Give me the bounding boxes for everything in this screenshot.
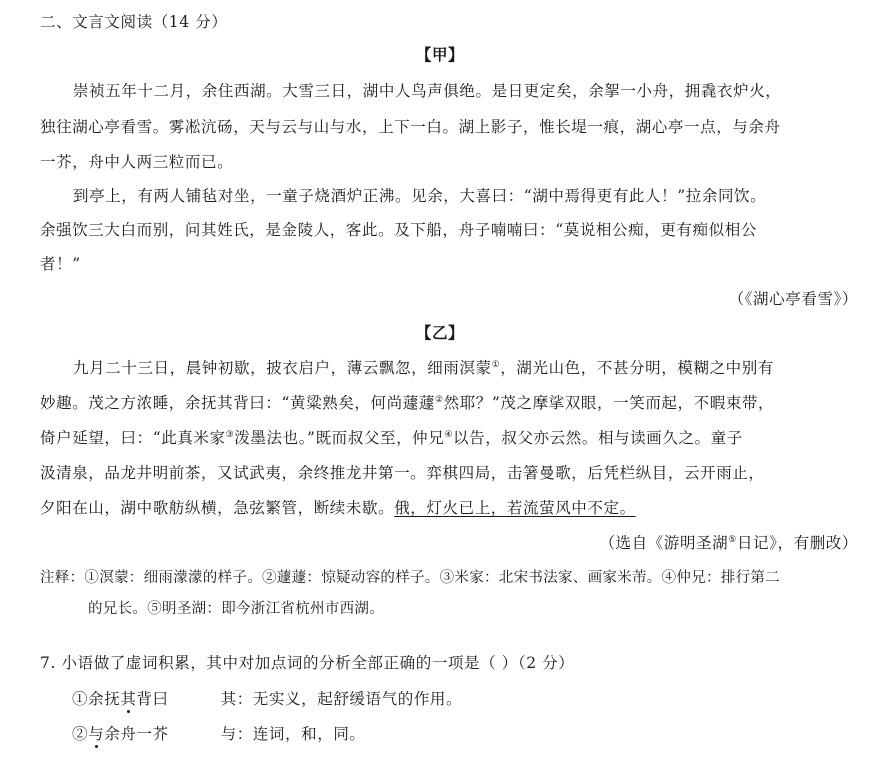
passage-yi-source (40, 532, 858, 554)
text-run: 以告，叔父亦云然。相与读画久之。童子 (453, 429, 743, 447)
footnote-marker: ① (491, 359, 501, 370)
text-run: 日记》，有删改） (736, 534, 858, 552)
notes-line: 的兄长。⑤明圣湖：即今浙江省杭州市西湖。 (88, 601, 384, 617)
option-analysis: 与：连词，和，同。 (220, 725, 366, 743)
passage-jia-line: 余强饮三大白而别，问其姓氏，是金陵人，客此。及下船，舟子喃喃曰：“莫说相公痴，更有痴似相公 (40, 221, 757, 239)
passage-jia-line: 崇祯五年十二月，余住西湖。大雪三日，湖中人鸟声俱绝。是日更定矣，余挐一小舟，拥毳衣炉火， (73, 82, 782, 100)
question-7: 7. 小语做了虚词积累，其中对加点词的分析全部正确的一项是（ ）（2 分） (40, 654, 575, 672)
passage-jia-line: 一芥，舟中人两三粒而已。 (40, 153, 234, 171)
text-run: ② (72, 725, 89, 743)
notes-line: 注释：①溟蒙：细雨濛濛的样子。②蘧蘧：惊疑动容的样子。③米家：北宋书法家、画家米芾。④仲兄：排行第二 (40, 570, 780, 586)
text-run: ①余抚 (72, 690, 121, 708)
text-run: 泼墨法也。”既而叔父至，仲兄 (234, 429, 445, 447)
passage-jia-heading: 【甲】 (415, 45, 465, 64)
passage-yi-line (40, 497, 864, 519)
text-run: 妙趣。茂之方浓睡，余抚其背曰：“黄粱熟矣，何尚蘧蘧 (40, 394, 435, 412)
passage-jia-source: （《湖心亭看雪》） (728, 290, 858, 308)
passage-jia-line: 独往湖心亭看雪。雾凇沆砀，天与云与山与水，上下一白。湖上影子，惟长堤一痕，湖心亭一点，与余舟 (40, 118, 781, 136)
passage-yi-heading: 【乙】 (415, 323, 465, 342)
footnote-marker: ⑤ (728, 534, 737, 545)
text-run: 余舟一芥 (104, 725, 169, 743)
text-run: 背曰 (136, 690, 169, 708)
text-run: 九月二十三日，晨钟初歇，披衣启户，薄云飘忽，细雨溟蒙 (73, 359, 492, 377)
option-analysis: 其：无实义，起舒缓语气的作用。 (220, 690, 463, 708)
text-run: 夕阳在山，湖中歌舫纵横，急弦繁管，断续未歇。 (40, 499, 395, 517)
text-run: 然耶？”茂之摩挲双眼，一笑而起，不暇束带， (443, 394, 775, 412)
question-option (72, 723, 880, 745)
underlined-sentence: 俄，灯火已上，若流萤风中不定。 (394, 499, 636, 517)
footnote-marker: ④ (444, 429, 454, 440)
passage-jia-line: 到亭上，有两人铺毡对坐，一童子烧酒炉正沸。见余，大喜曰：“湖中焉得更有此人！”拉余同饮。 (73, 187, 767, 205)
text-run: （选自《游明圣湖 (599, 534, 729, 552)
text-run: ，湖光山色，不甚分明，模糊之中别有 (500, 359, 774, 377)
dotted-word: 其 (120, 690, 137, 708)
question-option (72, 688, 880, 710)
section-title: 二、文言文阅读（14 分） (40, 13, 228, 31)
passage-yi-line: 汲清泉，品龙井明前茶，又试武夷，余终推龙井第一。弈棋四局，击箸曼歌，后凭栏纵目，云开雨止， (40, 464, 765, 482)
passage-yi-line (40, 357, 864, 379)
passage-jia-line: 者！” (40, 255, 81, 273)
passage-yi-line (40, 427, 864, 449)
passage-yi-line (40, 392, 864, 414)
dotted-word: 与 (88, 725, 105, 743)
footnote-marker: ③ (225, 429, 235, 440)
footnote-marker: ② (434, 394, 444, 405)
text-run: 倚户延望，曰：“此真米家 (40, 429, 226, 447)
